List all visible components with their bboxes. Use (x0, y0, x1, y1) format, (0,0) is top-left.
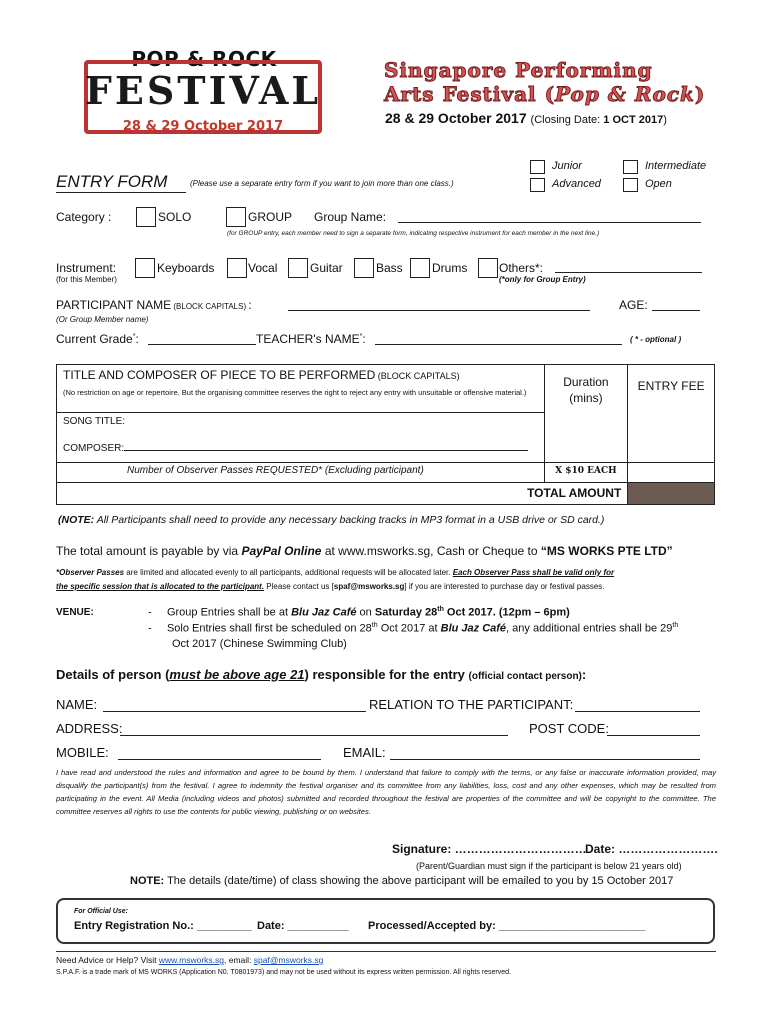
age-label: AGE: (619, 298, 648, 312)
page-title-line1: Singapore Performing (384, 58, 653, 82)
postcode-label: POST CODE: (529, 721, 609, 736)
performance-table (56, 364, 715, 505)
guardian-note: (Parent/Guardian must sign if the participant is below 21 years old) (416, 861, 682, 871)
others-field[interactable] (555, 272, 702, 273)
advanced-checkbox[interactable] (530, 178, 545, 192)
observer-each: X $10 EACH (544, 463, 628, 483)
participant-name-field[interactable] (288, 310, 590, 311)
open-checkbox[interactable] (623, 178, 638, 192)
level-junior[interactable] (530, 158, 545, 176)
logo-line2: FESTIVAL (84, 68, 322, 113)
payable-text: The total amount is payable by via PayPal Online at www.msworks.sg, Cash or Cheque to “MS WORKS PTE LTD” (56, 544, 673, 558)
footer-divider (56, 951, 716, 952)
drums-checkbox[interactable] (410, 258, 430, 278)
optional-note: ( * - optional ) (630, 335, 682, 344)
total-amount-cell[interactable] (628, 483, 715, 505)
guitar-checkbox[interactable] (288, 258, 308, 278)
level-open-label: Open (645, 178, 672, 190)
group-label: GROUP (248, 210, 293, 224)
vocal-label: Vocal (248, 261, 278, 275)
registration-no[interactable]: Entry Registration No.: _________ (74, 920, 252, 932)
group-checkbox[interactable] (226, 207, 246, 227)
others-label: Others*: (499, 261, 544, 275)
relation-label: RELATION TO THE PARTICIPANT: (369, 697, 574, 712)
help-line: Need Advice or Help? Visit www.msworks.sg, email: spaf@msworks.sg (56, 955, 324, 965)
address-label: ADDRESS: (56, 721, 123, 736)
page-title-line2: Arts Festival (Pop & Rock) (384, 82, 706, 106)
grade-label: Current Grade*: (56, 332, 139, 346)
keyboards-checkbox[interactable] (135, 258, 155, 278)
level-intermediate-label: Intermediate (645, 160, 707, 172)
song-cell[interactable] (57, 413, 545, 463)
signature-date[interactable]: Date: ……………………. (585, 842, 718, 856)
drums-label: Drums (432, 261, 468, 275)
venue-line2: - Solo Entries shall first be scheduled on 28th Oct 2017 at Blu Jaz Café, any additional entries shall be 29th (148, 622, 679, 635)
processed-by[interactable]: Processed/Accepted by: ________________________ (368, 920, 646, 932)
composer-label: COMPOSER: (63, 443, 538, 454)
duration-header: Duration (mins) (544, 365, 628, 463)
level-advanced[interactable] (530, 176, 545, 194)
teacher-field[interactable] (375, 344, 622, 345)
or-group-note: (Or Group Member name) (56, 315, 149, 324)
postcode-field[interactable] (607, 735, 700, 736)
contact-name-field[interactable] (103, 711, 366, 712)
solo-label: SOLO (158, 210, 192, 224)
group-name-label: Group Name: (314, 210, 387, 224)
category-label: Category : (56, 210, 112, 224)
observer-pass-note: *Observer Passes are limited and allocated evenly to all participants, additional requests will be allocated later. Each Observer Pass shall be valid only for the specific session that is allocated to the participant. Please contact us [spaf@msworks.sg] if you are interested to purchase day or festival passes. (56, 568, 615, 591)
email-field[interactable] (390, 759, 700, 760)
logo-line1: POP & ROCK (131, 47, 277, 71)
trademark-line: S.P.A.F. is a trade mark of MS WORKS (Application N0. T0801973) and may not be used without its express written permission. All rights reserved. (56, 969, 511, 976)
festival-logo (84, 47, 322, 142)
official-date[interactable]: Date: __________ (257, 920, 349, 932)
level-junior-label: Junior (552, 160, 582, 172)
others-checkbox[interactable] (478, 258, 498, 278)
mobile-label: MOBILE: (56, 745, 109, 760)
group-name-field[interactable] (398, 222, 701, 223)
participant-name-label: PARTICIPANT NAME (BLOCK CAPITALS) : (56, 298, 252, 312)
relation-field[interactable] (575, 711, 700, 712)
address-field[interactable] (120, 735, 508, 736)
observer-fee-cell[interactable] (628, 463, 715, 483)
observer-cell: Number of Observer Passes REQUESTED* (Excluding participant) (57, 463, 545, 483)
junior-checkbox[interactable] (530, 160, 545, 174)
name-label: NAME: (56, 697, 98, 712)
declaration-text: I have read and understood the rules and information and agree to be bound by them. I understand that failure to comply with the terms, or any false or inaccurate information provided, may disqualify the participant(s) from the festival. I agree to indemnity the festival organiser and its committee from any liabilities, loss, cost and any other expenses, which may be resulted from participating in the event. All Media (including videos and photos) submitted and recorded throughout the festival are properties of the committee and will be copyright to the committee. The committee reserves all rights to use the contents for public viewing, publishing or on websites. (56, 768, 716, 816)
official-use-box (56, 898, 715, 944)
backing-track-note: (NOTE: All Participants shall need to provide any necessary backing tracks in MP3 format in a USB drive or SD card.) (58, 514, 605, 526)
group-note: (for GROUP entry, each member need to sign a separate form, indicating respective instrument for each member in the next line.) (227, 230, 600, 237)
logo-line3: 28 & 29 October 2017 (122, 119, 284, 134)
instrument-label: Instrument: (56, 261, 117, 275)
entry-form-underline (56, 192, 186, 193)
intermediate-checkbox[interactable] (623, 160, 638, 174)
email-label: EMAIL: (343, 745, 386, 760)
official-use-label: For Official Use: (74, 908, 128, 915)
guitar-label: Guitar (310, 261, 343, 275)
title-header: TITLE AND COMPOSER OF PIECE TO BE PERFORMED (BLOCK CAPITALS) (63, 368, 460, 382)
entry-form-title: ENTRY FORM (56, 172, 168, 191)
title-note: (No restriction on age or repertoire. But the organising committee reserves the right to reject any entry with unsuitable or offensive material.) (63, 388, 527, 397)
venue-label: VENUE: (56, 607, 94, 618)
grade-field[interactable] (148, 344, 256, 345)
contact-heading: Details of person (must be above age 21) responsible for the entry (official contact person): (56, 667, 587, 682)
solo-checkbox[interactable] (136, 207, 156, 227)
level-open[interactable] (623, 176, 638, 194)
bass-label: Bass (376, 261, 403, 275)
teacher-label: TEACHER's NAME*: (256, 332, 366, 346)
instrument-sub: (for this Member) (56, 275, 117, 284)
title-header-cell (57, 365, 545, 413)
level-intermediate[interactable] (623, 158, 638, 176)
website-link[interactable]: www.msworks.sg (158, 955, 225, 965)
keyboards-label: Keyboards (157, 261, 215, 275)
venue-line3: Oct 2017 (Chinese Swimming Club) (172, 638, 347, 650)
mobile-field[interactable] (118, 759, 321, 760)
notify-note: NOTE: The details (date/time) of class showing the above participant will be emailed to you by 15 October 2017 (130, 875, 674, 887)
fee-header: ENTRY FEE (628, 365, 715, 463)
signature-line[interactable]: Signature: …………………………… (392, 842, 587, 856)
entry-form-note: (Please use a separate entry form if you want to join more than one class.) (190, 179, 454, 188)
festival-dates: 28 & 29 October 2017 (Closing Date: 1 OCT 2017) (385, 110, 667, 126)
venue-line1: - Group Entries shall be at Blu Jaz Café on Saturday 28th Oct 2017. (12pm – 6pm) (148, 606, 570, 619)
total-label: TOTAL AMOUNT (57, 483, 628, 505)
song-title-label: SONG TITLE: (63, 416, 126, 427)
age-field[interactable] (652, 310, 700, 311)
level-advanced-label: Advanced (552, 178, 601, 190)
bass-checkbox[interactable] (354, 258, 374, 278)
vocal-checkbox[interactable] (227, 258, 247, 278)
others-note: (*only for Group Entry) (499, 275, 586, 284)
email-link[interactable]: spaf@msworks.sg (253, 955, 324, 965)
